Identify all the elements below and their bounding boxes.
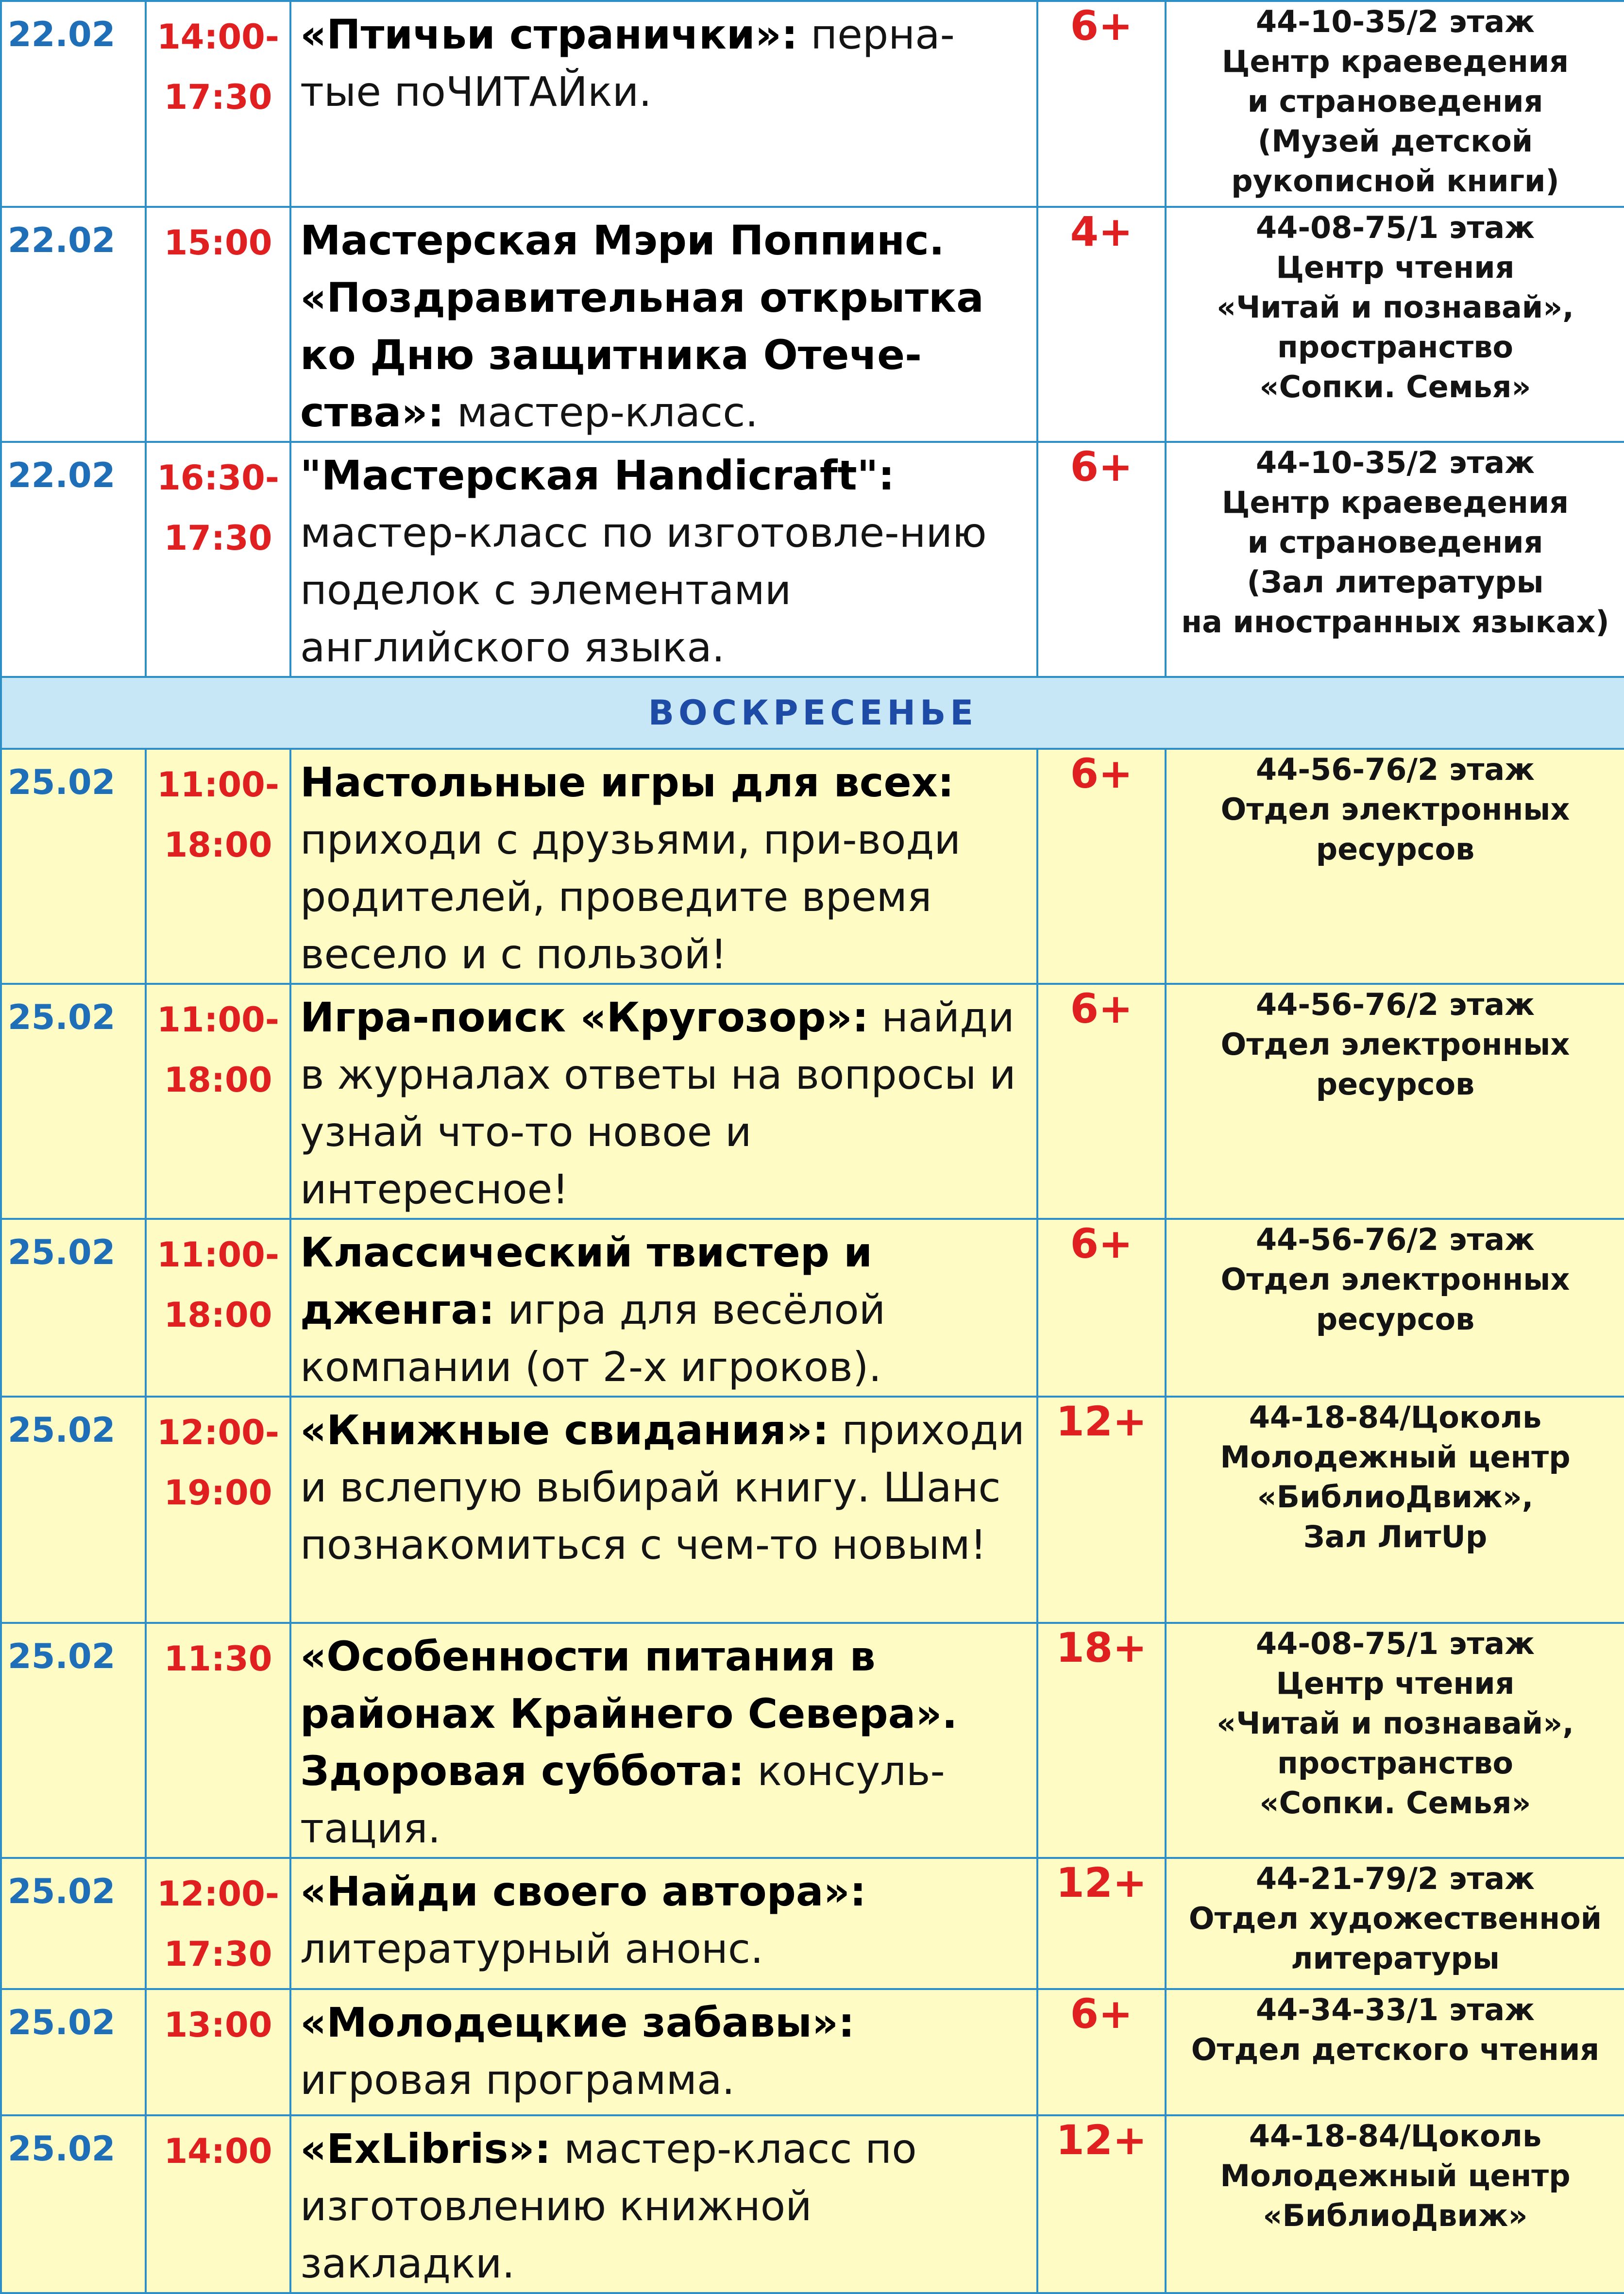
event-cell [290, 442, 1037, 677]
event-location: 44-56-76/2 этаж Отдел электронных ресурсов [1220, 752, 1570, 867]
place-cell [1166, 1219, 1624, 1397]
date-cell [1, 442, 146, 677]
time-cell [146, 984, 290, 1219]
date-cell [1, 1989, 146, 2115]
event-cell [290, 207, 1037, 442]
event-row [1, 207, 1624, 442]
event-location: 44-08-75/1 этаж Центр чтения «Читай и познавай», пространство «Сопки. Семья» [1217, 1626, 1574, 1821]
age-cell [1037, 1989, 1166, 2115]
age-cell [1037, 207, 1166, 442]
event-title: Классический твистер и дженга: [300, 1229, 873, 1333]
event-description [291, 2116, 1036, 2292]
event-cell [290, 984, 1037, 1219]
time-cell [146, 749, 290, 984]
age-rating: 6+ [1070, 750, 1133, 797]
place-cell [1166, 442, 1624, 677]
event-cell [290, 749, 1037, 984]
date-cell [1, 1, 146, 207]
age-rating: 6+ [1070, 985, 1133, 1032]
age-rating: 18+ [1056, 1624, 1147, 1671]
time-cell [146, 1989, 290, 2115]
event-cell [290, 1397, 1037, 1623]
event-date: 25.02 [8, 762, 116, 802]
event-time: 13:00 [164, 2005, 272, 2045]
event-description [291, 1398, 1036, 1573]
event-location: 44-10-35/2 этаж Центр краеведения и страноведения (Музей детской рукописной книги) [1221, 4, 1569, 199]
event-cell [290, 1219, 1037, 1397]
event-location: 44-18-84/Цоколь Молодежный центр «БиблиоДвиж», Зал ЛитUp [1220, 1400, 1571, 1554]
event-description [291, 985, 1036, 1218]
event-date: 22.02 [8, 15, 116, 54]
event-time: 15:00 [164, 223, 272, 263]
place-cell [1166, 207, 1624, 442]
event-date: 25.02 [8, 1410, 116, 1450]
event-time: 11:00- 18:00 [157, 765, 279, 865]
date-cell [1, 1397, 146, 1623]
time-cell [146, 1858, 290, 1989]
day-header-row [1, 677, 1624, 749]
age-rating: 4+ [1070, 208, 1133, 255]
date-cell [1, 1219, 146, 1397]
event-title: Настольные игры для всех: [300, 759, 954, 806]
age-cell [1037, 1, 1166, 207]
event-details: приходи и вслепую выбирай книгу. Шанс познакомиться с чем-то новым! [300, 1406, 1025, 1569]
age-cell [1037, 1219, 1166, 1397]
event-time: 11:00- 18:00 [157, 1000, 279, 1100]
age-cell [1037, 984, 1166, 1219]
event-date: 22.02 [8, 220, 116, 260]
age-cell [1037, 2115, 1166, 2293]
place-cell [1166, 2115, 1624, 2293]
event-description [291, 1990, 1036, 2108]
event-row [1, 2115, 1624, 2293]
event-cell [290, 1989, 1037, 2115]
event-time: 14:00 [164, 2131, 272, 2171]
event-description [291, 1220, 1036, 1396]
event-row [1, 1219, 1624, 1397]
event-title: «Книжные свидания»: [300, 1406, 829, 1454]
event-description [291, 750, 1036, 983]
event-location: 44-10-35/2 этаж Центр краеведения и страноведения (Зал литературы на иностранных языках) [1181, 445, 1609, 640]
event-date: 25.02 [8, 1872, 116, 1911]
event-time: 16:30- 17:30 [157, 458, 279, 558]
time-cell [146, 2115, 290, 2293]
event-date: 25.02 [8, 2003, 116, 2042]
event-details: приходи с друзьями, при-води родителей, проведите время весело и с пользой! [300, 816, 961, 978]
age-rating: 12+ [1056, 2116, 1147, 2164]
event-description [291, 1859, 1036, 1977]
time-cell [146, 1219, 290, 1397]
age-cell [1037, 749, 1166, 984]
event-title: Игра-поиск «Кругозор»: [300, 994, 869, 1041]
date-cell [1, 1623, 146, 1858]
event-location: 44-34-33/1 этаж Отдел детского чтения [1191, 1992, 1600, 2067]
event-location: 44-18-84/Цоколь Молодежный центр «БиблиоДвиж» [1220, 2118, 1571, 2233]
age-cell [1037, 1858, 1166, 1989]
place-cell [1166, 984, 1624, 1219]
place-cell [1166, 1858, 1624, 1989]
event-title: «ExLibris»: [300, 2125, 551, 2173]
event-row [1, 1397, 1624, 1623]
event-date: 25.02 [8, 2129, 116, 2169]
event-location: 44-21-79/2 этаж Отдел художественной литературы [1188, 1861, 1602, 1976]
event-cell [290, 1, 1037, 207]
event-cell [290, 1623, 1037, 1858]
date-cell [1, 2115, 146, 2293]
event-location: 44-56-76/2 этаж Отдел электронных ресурсов [1220, 1222, 1570, 1337]
place-cell [1166, 1989, 1624, 2115]
event-cell [290, 2115, 1037, 2293]
age-cell [1037, 1397, 1166, 1623]
event-time: 14:00- 17:30 [157, 17, 279, 117]
event-title: «Птичьи странички»: [300, 11, 798, 58]
time-cell [146, 1, 290, 207]
event-title: «Молодецкие забавы»: [300, 1999, 855, 2046]
date-cell [1, 984, 146, 1219]
event-description [291, 1624, 1036, 1857]
event-date: 25.02 [8, 997, 116, 1037]
time-cell [146, 442, 290, 677]
event-description [291, 2, 1036, 120]
time-cell [146, 207, 290, 442]
event-row [1, 1989, 1624, 2115]
age-rating: 6+ [1070, 1990, 1133, 2038]
event-location: 44-08-75/1 этаж Центр чтения «Читай и познавай», пространство «Сопки. Семья» [1217, 210, 1574, 405]
event-details: консуль-тация. [300, 1747, 945, 1852]
event-details: игровая программа. [300, 2056, 735, 2104]
age-rating: 6+ [1070, 2, 1133, 50]
event-details: мастер-класс по изготовле-нию поделок с элементами английского языка. [300, 509, 987, 671]
day-header-cell [1, 677, 1624, 749]
event-row [1, 1858, 1624, 1989]
date-cell [1, 207, 146, 442]
event-time: 12:00- 17:30 [157, 1874, 279, 1974]
event-description [291, 443, 1036, 676]
event-row [1, 749, 1624, 984]
event-time: 11:00- 18:00 [157, 1235, 279, 1335]
event-details: литературный анонс. [300, 1925, 763, 1973]
event-cell [290, 1858, 1037, 1989]
age-cell [1037, 442, 1166, 677]
place-cell [1166, 1397, 1624, 1623]
place-cell [1166, 1, 1624, 207]
event-description [291, 208, 1036, 441]
event-row [1, 442, 1624, 677]
place-cell [1166, 1623, 1624, 1858]
event-location: 44-56-76/2 этаж Отдел электронных ресурсов [1220, 987, 1570, 1102]
event-date: 22.02 [8, 455, 116, 495]
age-cell [1037, 1623, 1166, 1858]
date-cell [1, 1858, 146, 1989]
event-title: «Особенности питания в районах Крайнего Севера». Здоровая суббота: [300, 1633, 958, 1795]
event-title: Мастерская Мэри Поппинс. «Поздравительная открытка ко Дню защитника Отече-ства»: [300, 217, 984, 436]
event-row [1, 984, 1624, 1219]
age-rating: 6+ [1070, 443, 1133, 490]
time-cell [146, 1397, 290, 1623]
event-details: мастер-класс по изготовлению книжной закладки. [300, 2125, 917, 2287]
place-cell [1166, 749, 1624, 984]
event-date: 25.02 [8, 1636, 116, 1676]
event-details: перна-тые поЧИТАЙки. [300, 11, 955, 116]
event-time: 11:30 [164, 1639, 272, 1679]
event-details: мастер-класс. [444, 388, 759, 436]
event-row [1, 1, 1624, 207]
event-details: игра для весёлой компании (от 2-х игроков). [300, 1286, 886, 1391]
age-rating: 12+ [1056, 1398, 1147, 1445]
event-details: найди в журналах ответы на вопросы и узнай что-то новое и интересное! [300, 994, 1016, 1213]
event-title: «Найди своего автора»: [300, 1868, 866, 1915]
date-cell [1, 749, 146, 984]
time-cell [146, 1623, 290, 1858]
event-title: "Мастерская Handicraft": [300, 452, 895, 499]
event-date: 25.02 [8, 1232, 116, 1272]
event-time: 12:00- 19:00 [157, 1413, 279, 1513]
event-row [1, 1623, 1624, 1858]
age-rating: 6+ [1070, 1220, 1133, 1267]
age-rating: 12+ [1056, 1859, 1147, 1906]
day-header: ВОСКРЕСЕНЬЕ [648, 693, 978, 733]
